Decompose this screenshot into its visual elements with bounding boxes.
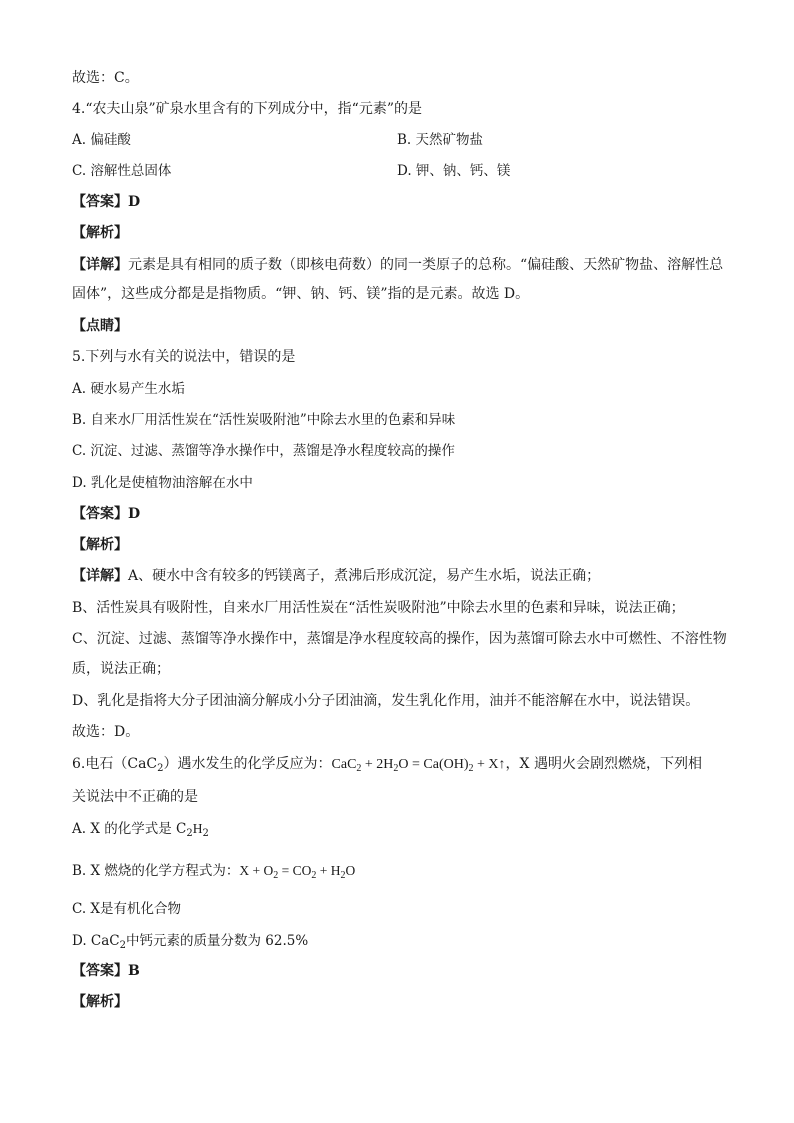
q4-option-d: D. 钾、钠、钙、镁: [397, 163, 511, 179]
detail-tag: 【详解】: [72, 568, 128, 584]
q6-answer: [72, 962, 140, 980]
option-text: A. X 的化学式是 C: [72, 821, 187, 837]
q5-detail-d: D、乳化是指将大分子团油滴分解成小分子团油滴，发生乳化作用，油并不能溶解在水中，说法错误。: [72, 693, 700, 709]
answer-tag: 【答案】: [72, 963, 128, 979]
q5-detail-a: [72, 567, 600, 585]
q4-analysis-tag: 【解析】: [72, 225, 128, 241]
q6-stem-line2: 关说法中不正确的是: [72, 789, 198, 805]
detail-text: 元素是具有相同的质子数（即核电荷数）的同一类原子的总称。“偏硅酸、天然矿物盐、溶解性总: [128, 257, 724, 273]
option-text: D. CaC: [72, 933, 120, 949]
q5-detail-c1: C、沉淀、过滤、蒸馏等净水操作中，蒸馏是净水程度较高的操作，因为蒸馏可除去水中可燃性、不溶性物: [72, 631, 727, 647]
subscript: 2: [202, 828, 209, 839]
answer-value: B: [128, 963, 140, 979]
formula-h: H: [192, 821, 203, 836]
q4-option-c: C. 溶解性总固体: [72, 163, 172, 179]
q5-detail-b: B、活性炭具有吸附性，自来水厂用活性炭在“活性炭吸附池”中除去水里的色素和异味，说法正确；: [72, 600, 685, 616]
q4-detail-line1: [72, 256, 723, 274]
q5-option-d: D. 乳化是使植物油溶解在水中: [72, 475, 253, 491]
q6-option-a: [72, 820, 209, 843]
subscript: 2: [119, 940, 127, 951]
q4-stem: 4.“农夫山泉”矿泉水里含有的下列成分中，指“元素”的是: [72, 101, 422, 117]
q4-answer: [72, 193, 140, 211]
q4-option-b: B. 天然矿物盐: [397, 132, 484, 148]
subscript: 2: [186, 828, 193, 839]
option-text: 中钙元素的质量分数为 62.5%: [126, 933, 309, 949]
q6-analysis-tag: 【解析】: [72, 994, 128, 1010]
q5-stem: 5.下列与水有关的说法中，错误的是: [72, 349, 296, 365]
combustion-equation: $X + O_2 = CO_2 + H_2O$: [239, 863, 356, 881]
q5-answer: [72, 505, 140, 523]
stem-text: 6.电石（CaC: [72, 756, 158, 772]
q5-option-a: A. 硬水易产生水垢: [72, 381, 185, 397]
detail-tag: 【详解】: [72, 257, 128, 273]
reaction-equation: $CaC_2 + 2H_2O = Ca(OH)_2$ + X↑: [331, 757, 506, 774]
answer-tag: 【答案】: [72, 506, 128, 522]
answer-value: D: [128, 194, 141, 210]
stem-text: ）遇水发生的化学反应为：: [163, 756, 332, 772]
q5-option-c: C. 沉淀、过滤、蒸馏等净水操作中，蒸馏是净水程度较高的操作: [72, 443, 455, 459]
subscript: 2: [157, 763, 164, 774]
detail-text: A、硬水中含有较多的钙镁离子，煮沸后形成沉淀，易产生水垢，说法正确；: [128, 568, 601, 584]
answer-tag: 【答案】: [72, 194, 128, 210]
q5-analysis-tag: 【解析】: [72, 537, 128, 553]
q4-point-tag: 【点睛】: [72, 318, 128, 334]
q6-option-b: [72, 862, 355, 885]
option-text: B. X 燃烧的化学方程式为：: [72, 863, 240, 879]
q6-option-d: [72, 932, 308, 955]
q6-option-c: C. X是有机化合物: [72, 901, 182, 917]
stem-text: ，X 遇明火会剧烈燃烧，下列相: [505, 756, 702, 772]
q4-detail-line2: 固体”，这些成分都是是指物质。“钾、钠、钙、镁”指的是元素。故选 D。: [72, 286, 530, 302]
answer-value: D: [128, 506, 141, 522]
q5-detail-c2: 质，说法正确；: [72, 661, 170, 677]
q5-conclusion: 故选：D。: [72, 724, 140, 740]
q5-option-b: B. 自来水厂用活性炭在“活性炭吸附池”中除去水里的色素和异味: [72, 412, 456, 428]
q6-stem-line1: [72, 755, 702, 778]
conclusion-q3: 故选：C。: [72, 70, 139, 86]
q4-option-a: A. 偏硅酸: [72, 132, 131, 148]
